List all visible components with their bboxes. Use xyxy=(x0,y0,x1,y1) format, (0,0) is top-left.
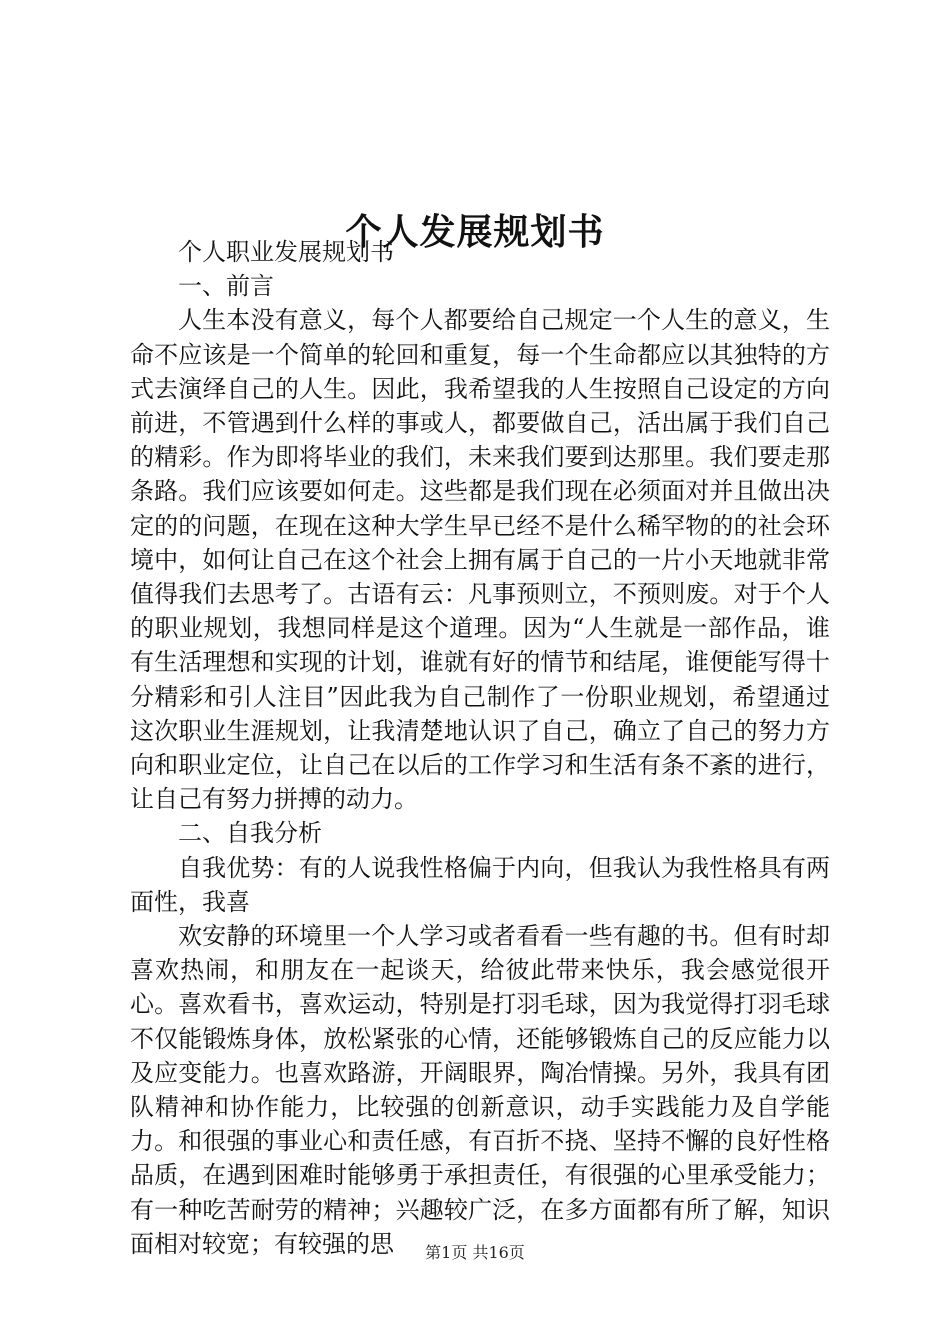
self-analysis-paragraph-2: 欢安静的环境里一个人学习或者看看一些有趣的书。但有时却喜欢热闹，和朋友在一起谈天，给彼此带来快乐，我会感觉很开心。喜欢看书，喜欢运动，特别是打羽毛球，因为我觉得打羽毛球不仅能锻炼身体，放松紧张的心情，还能够锻炼自己的反应能力以及应变能力。也喜欢路游，开阔眼界，陶冶情操。另外，我具有团队精神和协作能力，比较强的创新意识，动手实践能力及自学能力。和很强的事业心和责任感，有百折不挠、坚持不懈的良好性格品质，在遇到困难时能够勇于承担责任，有很强的心里承受能力；有一种吃苦耐劳的精神；兴趣较广泛，在多方面都有所了解，知识面相对较宽；有较强的思 xyxy=(130,922,830,1258)
section-heading-preface: 一、前言 xyxy=(178,272,274,301)
subtitle-paragraph: 个人职业发展规划书 xyxy=(178,238,394,266)
page-number-footer: 第1页 共16页 xyxy=(425,1243,525,1262)
preface-paragraph: 人生本没有意义，每个人都要给自己规定一个人生的意义，生命不应该是一个简单的轮回和重复，每一个生命都应以其独特的方式去演绎自己的人生。因此，我希望我的人生按照自己设定的方向前进，不管遇到什么样的事或人，都要做自己，活出属于我们自己的精彩。作为即将毕业的我们，未来我们要到达那里。我们要走那条路。我们应该要如何走。这些都是我们现在必须面对并且做出决定的的问题，在现在这种大学生早已经不是什么稀罕物的的社会环境中，如何让自己在这个社会上拥有属于自己的一片小天地就非常值得我们去思考了。古语有云：凡事预则立，不预则废。对于个人的职业规划，我想同样是这个道理。因为“人生就是一部作品，谁有生活理想和实现的计划，谁就有好的情节和结尾，谁便能写得十分精彩和引人注目”因此我为自己制作了一份职业规划，希望通过这次职业生涯规划，让我清楚地认识了自己，确立了自己的努力方向和职业定位，让自己在以后的工作学习和生活有条不紊的进行，让自己有努力拼搏的动力。 xyxy=(130,306,830,814)
section-heading-self-analysis: 二、自我分析 xyxy=(178,819,322,848)
self-analysis-paragraph-1: 自我优势：有的人说我性格偏于内向，但我认为我性格具有两面性，我喜 xyxy=(130,853,830,916)
document-title: 个人发展规划书 xyxy=(345,211,605,254)
document-body xyxy=(130,235,830,1261)
